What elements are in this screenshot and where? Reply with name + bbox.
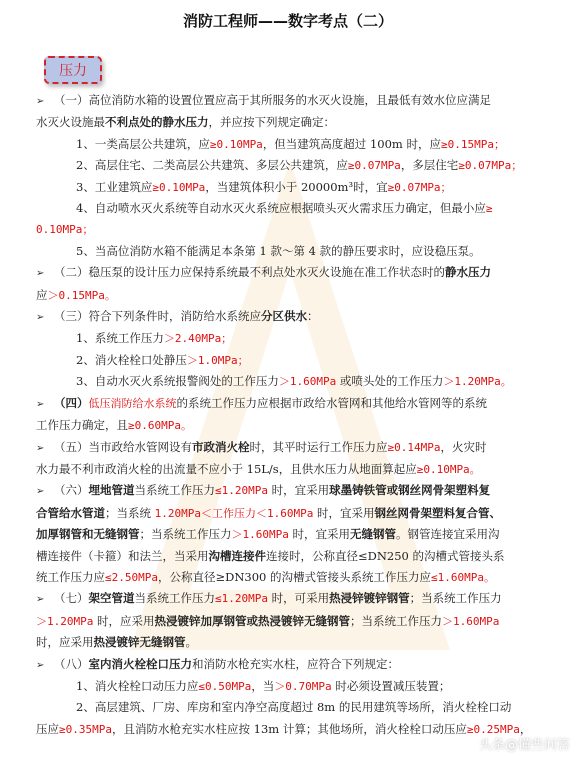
clause-line: [36, 90, 554, 112]
value-highlight: 1.20MPa＜工作压力＜1.60MPa: [154, 506, 314, 520]
clause-line: [36, 480, 554, 502]
value-highlight: ≤0.50MPa: [198, 679, 252, 693]
text-run: 时必须设置减压装置；: [331, 678, 451, 693]
key-term: 合管给水管道: [36, 505, 105, 520]
text-run: 时，其平时运行工作压力应: [249, 439, 388, 454]
clause-line: [36, 654, 554, 676]
value-highlight: ≥0.35MPa: [59, 722, 112, 736]
clause-line: [36, 567, 554, 588]
value-highlight: ＞0.15MPa。: [47, 288, 116, 302]
text-run: 水力最不利市政消火栓的出流量不应小于 15L/s，且供水压力从地面算起应: [36, 461, 417, 476]
bullet-arrow-icon: ➢: [36, 486, 45, 498]
value-highlight: ＞0.70MPa: [274, 679, 332, 693]
sub-clause-line: [36, 371, 554, 392]
text-run: 时，可采用: [267, 591, 330, 606]
footer-watermark-text: 头条@懂些问答: [478, 738, 570, 753]
value-highlight: ≤2.50MPa: [105, 570, 158, 584]
value-highlight: ≥0.25MPa: [466, 722, 520, 736]
value-highlight: ≤1.20MPa: [215, 484, 268, 498]
value-highlight: ≥0.60MPa。: [128, 419, 192, 433]
text-run: 压应: [36, 721, 59, 736]
text-run: 或喷头处的工作压力: [336, 374, 444, 389]
text-run: （六）: [54, 483, 89, 498]
sub-clause-line: [36, 328, 554, 349]
bullet-arrow-icon: ➢: [36, 659, 45, 671]
clause-line: [36, 415, 554, 436]
text-run: 4、自动喷水灭火系统等自动水灭火系统应根据喷头灭火需求压力确定，但最小应: [76, 201, 486, 216]
text-run: ，多层住宅: [400, 158, 459, 173]
value-highlight: ≥: [485, 202, 493, 216]
bullet-arrow-icon: ➢: [36, 398, 45, 410]
sub-clause-line: [36, 198, 554, 219]
text-run: 时，应采用: [36, 635, 94, 650]
value-highlight: ≥0.07MPa: [347, 159, 401, 173]
text-run: 当系统工作压力: [134, 591, 215, 606]
text-run: ：: [307, 309, 319, 324]
value-highlight: ＞1.0MPa；: [186, 353, 249, 367]
text-run: ，且消防水枪充实水柱应按 13m 计算；其他场所，消火栓栓口动压应: [111, 721, 467, 736]
text-run: 2、高层建筑、厂房、库房和室内净空高度超过 8m 的民用建筑等场所，消火栓栓口动: [76, 700, 512, 715]
text-run: 5、当高位消防水箱不能满足本条第 1 款～第 4 款的静压要求时，应设稳压泵。: [76, 243, 481, 258]
text-run: 当系统工作压力: [134, 483, 215, 498]
sub-clause-line: [36, 134, 554, 155]
key-term: 架空管道: [88, 591, 135, 606]
clause-line: [36, 459, 554, 480]
key-term: 热浸镀锌无缝钢管: [93, 635, 186, 650]
value-highlight: 低压消防给水系统: [88, 396, 177, 410]
text-run: （八）: [54, 656, 89, 671]
text-run: ，当建筑体积小于 20000m³时，宜: [205, 179, 388, 194]
key-term: 钢丝网骨架塑料复合管、: [374, 505, 502, 520]
clause-line: [36, 437, 554, 459]
key-term: 不利点处的静水压力: [105, 115, 209, 130]
value-highlight: ≥0.10MPa。: [416, 462, 481, 476]
text-run: 1、一类高层公共建筑，应: [76, 136, 210, 151]
sub-clause-line: [36, 219, 554, 240]
key-term: 热浸锌镀锌钢管: [329, 591, 410, 606]
text-run: 槽连接件（卡箍）和法兰，当采用: [36, 548, 209, 563]
clause-line: [36, 393, 554, 415]
text-run: （二）稳压泵的设计压力应保持系统最不利点处水灭火设施在准工作状态时的: [54, 265, 445, 280]
text-run: ；当系统工作压力: [409, 591, 502, 606]
clause-line: [36, 112, 554, 133]
text-run: 和消防水枪充实水柱，应符合下列规定：: [192, 656, 399, 671]
key-term: 球墨铸铁管或钢丝网骨架塑料复: [329, 483, 491, 498]
bullet-arrow-icon: ➢: [36, 96, 45, 107]
sub-clause-line: [36, 155, 554, 176]
section-tag-pressure: 压力: [44, 56, 102, 84]
key-term: 市政消火栓: [192, 439, 250, 454]
text-run: 3、工业建筑应: [76, 179, 153, 194]
value-highlight: ＞1.60MPa: [442, 614, 500, 628]
clause-line: [36, 262, 554, 284]
text-run: ，但当建筑高度超过 100m 时，应: [262, 136, 441, 151]
clause-line: [36, 611, 554, 632]
text-run: ，并应按下列规定确定：: [208, 115, 335, 130]
text-run: 3、自动水灭火系统报警阀处的工作压力: [76, 374, 279, 389]
sub-clause-line: [36, 177, 554, 198]
text-run: 。钢管连接宜采用沟: [396, 527, 500, 542]
text-run: ，: [519, 721, 532, 736]
text-run: 时，宜采用: [288, 527, 351, 542]
value-highlight: ≤1.60MPa。: [431, 570, 495, 584]
text-run: 连接时，公称直径≤DN250 的沟槽式管接头系: [266, 548, 505, 563]
text-run: 。: [185, 635, 197, 650]
sub-clause-line: [36, 697, 554, 718]
text-run: 的系统工作压力应根据市政给水管网和其他给水管网等的系统: [176, 395, 487, 410]
bullet-arrow-icon: ➢: [36, 268, 45, 280]
clause-line: [36, 285, 554, 306]
text-run: 水灭火设施最: [36, 115, 105, 130]
clause-line: [36, 632, 554, 653]
text-run: （七）: [54, 591, 89, 606]
value-highlight: ＞1.20MPa: [36, 614, 94, 628]
text-run: 1、系统工作压力: [76, 331, 164, 346]
text-run: 工作压力确定，且: [36, 418, 128, 433]
clause-line: [36, 524, 554, 545]
sub-clause-line: [36, 241, 554, 262]
text-run: ；当系统: [105, 505, 155, 520]
key-term: 室内消火栓栓口压力: [88, 656, 192, 671]
text-run: ；当系统工作压力: [139, 527, 232, 542]
key-term: 沟槽连接件: [208, 548, 266, 563]
clause-line: [36, 546, 554, 567]
sub-clause-line: [36, 719, 554, 740]
value-highlight: ≥0.10MPa: [209, 137, 263, 151]
value-highlight: 0.10MPa；: [36, 223, 94, 237]
value-highlight: ≥0.10MPa: [152, 180, 206, 194]
key-term: （四）: [54, 395, 89, 410]
text-run: 2、高层住宅、二类高层公共建筑、多层公共建筑，应: [76, 158, 348, 173]
value-highlight: ≥0.15MPa；: [440, 137, 505, 151]
value-highlight: ＞1.60MPa: [278, 375, 337, 389]
text-run: 时，应采用: [93, 613, 155, 628]
key-term: 热浸镀锌加厚钢管或热浸镀锌无缝钢管: [154, 613, 351, 628]
text-run: 应: [36, 287, 48, 302]
value-highlight: ≥0.07MPa；: [387, 180, 452, 194]
bullet-arrow-icon: ➢: [36, 312, 45, 324]
bullet-arrow-icon: ➢: [36, 442, 45, 454]
value-highlight: ≥0.14MPa: [387, 440, 441, 454]
value-highlight: ≥0.07MPa；: [458, 159, 523, 173]
text-run: （五）当市政给水管网设有: [54, 439, 192, 454]
text-run: ；当系统工作压力: [350, 613, 443, 628]
text-run: （一）高位消防水箱的设置位置应高于其所服务的水灭火设施，且最低有效水位应满足: [54, 93, 491, 107]
key-term: 加厚钢管和无缝钢管: [36, 527, 140, 542]
clause-line: [36, 503, 554, 524]
text-run: 时，宜采用: [313, 505, 375, 520]
clause-line: [36, 306, 554, 328]
bullet-arrow-icon: ➢: [36, 594, 45, 606]
key-term: 分区供水: [261, 309, 307, 324]
text-run: ，公称直径≥DN300 的沟槽式管接头系统工作压力应: [157, 569, 432, 584]
text-run: （三）符合下列条件时，消防给水系统应: [54, 309, 261, 324]
text-run: ，火灾时: [440, 439, 487, 454]
value-highlight: ＞2.40MPa；: [163, 332, 233, 346]
sub-clause-line: [36, 676, 554, 697]
clause-line: [36, 588, 554, 610]
document-body: [36, 90, 554, 740]
text-run: 时，宜采用: [267, 483, 330, 498]
text-run: ，当: [251, 678, 275, 693]
value-highlight: ＞1.20MPa。: [443, 375, 512, 389]
text-run: 1、消火栓栓口动压力应: [76, 678, 199, 693]
key-term: 埋地管道: [88, 483, 135, 498]
page-title: 消防工程师——数字考点（二）: [182, 12, 393, 30]
value-highlight: ≤1.20MPa: [215, 592, 268, 606]
key-term: 无缝钢管: [350, 527, 397, 542]
text-run: 2、消火栓栓口处静压: [76, 352, 187, 367]
value-highlight: ＞1.60MPa: [231, 528, 289, 542]
sub-clause-line: [36, 350, 554, 371]
text-run: 统工作压力应: [36, 569, 105, 584]
key-term: 静水压力: [445, 265, 491, 280]
